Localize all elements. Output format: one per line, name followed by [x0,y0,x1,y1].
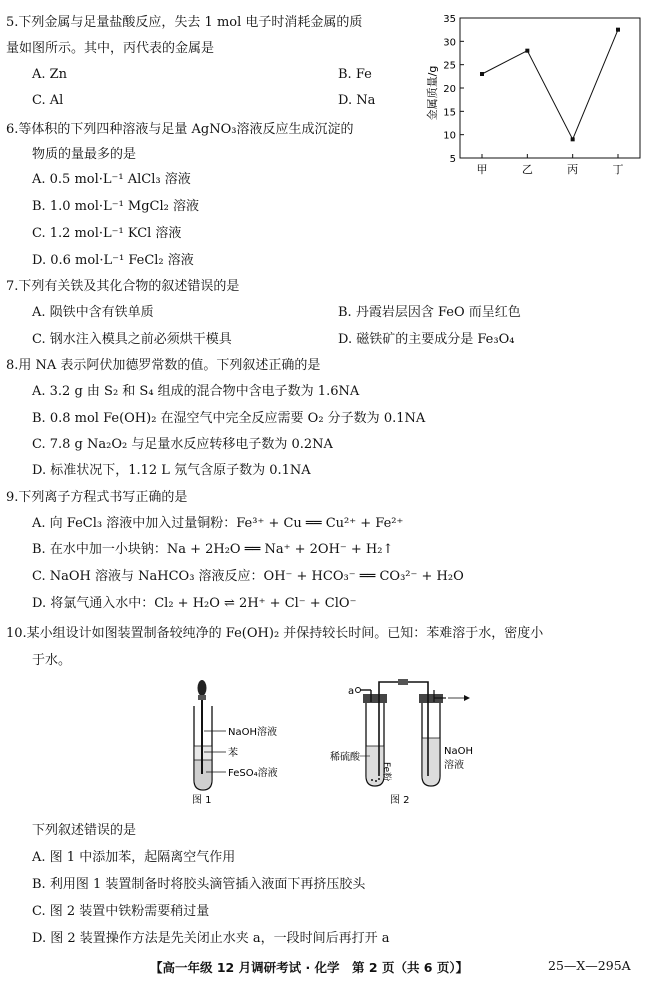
chart-point [525,49,529,53]
q6-option-a: A. 0.5 mol·L⁻¹ AlCl₃ 溶液 [32,172,191,187]
q7-option-b: B. 丹霞岩层因含 FeO 而呈红色 [338,305,521,320]
q7-option-d: D. 磁铁矿的主要成分是 Fe₃O₄ [338,332,515,347]
q5-option-c: C. Al [32,93,64,108]
chart-ytick-label: 5 [449,154,456,165]
q10-stem3: 下列叙述错误的是 [32,823,137,838]
q7-stem: 7.下列有关铁及其化合物的叙述错误的是 [6,279,240,294]
chart-series-line [482,30,618,140]
chart-xtick-label: 丁 [612,163,624,176]
chart-ytick-label: 25 [443,60,456,72]
q9-option-d: D. 将氯气通入水中：Cl₂ + H₂O ⇌ 2H⁺ + Cl⁻ + ClO⁻ [32,596,357,611]
fig2-label-naoh: NaOH [444,746,473,757]
chart-ytick-label: 20 [443,84,456,95]
chart-point [480,72,484,76]
fig2-caption: 图 2 [390,795,410,806]
q10-option-d: D. 图 2 装置操作方法是先关闭止水夹 a，一段时间后再打开 a [32,931,390,946]
fig2-clamp-a [356,688,361,693]
q6-stem-line1: 6.等体积的下列四种溶液与足量 AgNO₃溶液反应生成沉淀的 [6,122,354,137]
fig1-label-feso4: FeSO₄溶液 [228,768,278,779]
q10-option-c: C. 图 2 装置中铁粉需要稍过量 [32,904,210,919]
metal-mass-chart [420,8,646,180]
chart-xtick-label: 甲 [476,163,488,176]
q6-option-b: B. 1.0 mol·L⁻¹ MgCl₂ 溶液 [32,199,199,214]
q5-stem-line2: 量如图所示。其中，丙代表的金属是 [6,41,215,56]
fig1-dropper-bulb [198,680,207,696]
chart-ytick-label: 30 [443,37,456,49]
q5-option-b: B. Fe [338,67,372,82]
q10-option-a: A. 图 1 中添加苯，起隔离空气作用 [32,850,236,865]
q9-option-a: A. 向 FeCl₃ 溶液中加入过量铜粉：Fe³⁺ + Cu ══ Cu²⁺ + Fe²⁺ [32,516,404,531]
fig2-label-acid: 稀硫酸 [330,752,360,763]
fig1-label-benzene: 苯 [228,748,238,759]
fig2-label-a: a [348,686,355,697]
q7-option-c: C. 钢水注入模具之前必须烘干模具 [32,332,232,347]
q8-option-b: B. 0.8 mol Fe(OH)₂ 在湿空气中完全反应需要 O₂ 分子数为 0.1NA [32,411,426,426]
q6-stem-line2: 物质的量最多的是 [32,147,137,162]
q9-option-c: C. NaOH 溶液与 NaHCO₃ 溶液反应：OH⁻ + HCO₃⁻ ══ CO₃²⁻ + H₂O [32,569,464,584]
chart-frame [460,18,640,158]
q10-option-b: B. 利用图 1 装置制备时将胶头滴管插入液面下再挤压胶头 [32,877,366,892]
q8-option-d: D. 标准状况下，1.12 L 氖气含原子数为 0.1NA [32,463,311,478]
q8-option-c: C. 7.8 g Na₂O₂ 与足量水反应转移电子数为 0.2NA [32,437,333,452]
chart-ytick-label: 10 [443,130,456,142]
fig2-label-naoh2: 溶液 [444,760,464,771]
footer-title: 【高一年级 12 月调研考试 · 化学 第 2 页（共 6 页）】 [150,960,469,975]
chart-xtick-label: 乙 [521,163,533,176]
chart-ytick-label: 35 [443,14,456,25]
figure-2 [330,676,480,806]
q9-stem: 9.下列离子方程式书写正确的是 [6,490,188,505]
q5-option-d: D. Na [338,93,376,108]
footer-code: 25—X—295A [548,958,631,973]
q8-stem: 8.用 NA 表示阿伏加德罗常数的值。下列叙述正确的是 [6,358,321,373]
q7-option-a: A. 陨铁中含有铁单质 [32,305,154,320]
figure-1 [176,676,300,806]
chart-ylabel: 金属质量/g [426,65,439,121]
fig1-caption: 图 1 [192,795,212,806]
q5-stem-line1: 5.下列金属与足量盐酸反应，失去 1 mol 电子时消耗金属的质 [6,15,363,30]
q10-stem-line1: 10.某小组设计如图装置制备较纯净的 Fe(OH)₂ 并保持较长时间。已知：苯难溶于水，密度小 [6,626,544,641]
q9-option-b: B. 在水中加一小块钠：Na + 2H₂O ══ Na⁺ + 2OH⁻ + H₂↑ [32,542,394,557]
chart-point [571,137,575,141]
q6-option-c: C. 1.2 mol·L⁻¹ KCl 溶液 [32,226,182,241]
fig1-label-naoh: NaOH溶液 [228,727,277,738]
fig2-label-fe: Fe粉 [381,762,391,782]
chart-ytick-label: 15 [443,107,456,119]
q10-stem-line2: 于水。 [32,653,72,668]
chart-point [616,28,620,32]
q8-option-a: A. 3.2 g 由 S₂ 和 S₄ 组成的混合物中含电子数为 1.6NA [32,384,360,399]
q6-option-d: D. 0.6 mol·L⁻¹ FeCl₂ 溶液 [32,253,194,268]
chart-xtick-label: 丙 [567,163,579,176]
q5-option-a: A. Zn [32,67,68,82]
